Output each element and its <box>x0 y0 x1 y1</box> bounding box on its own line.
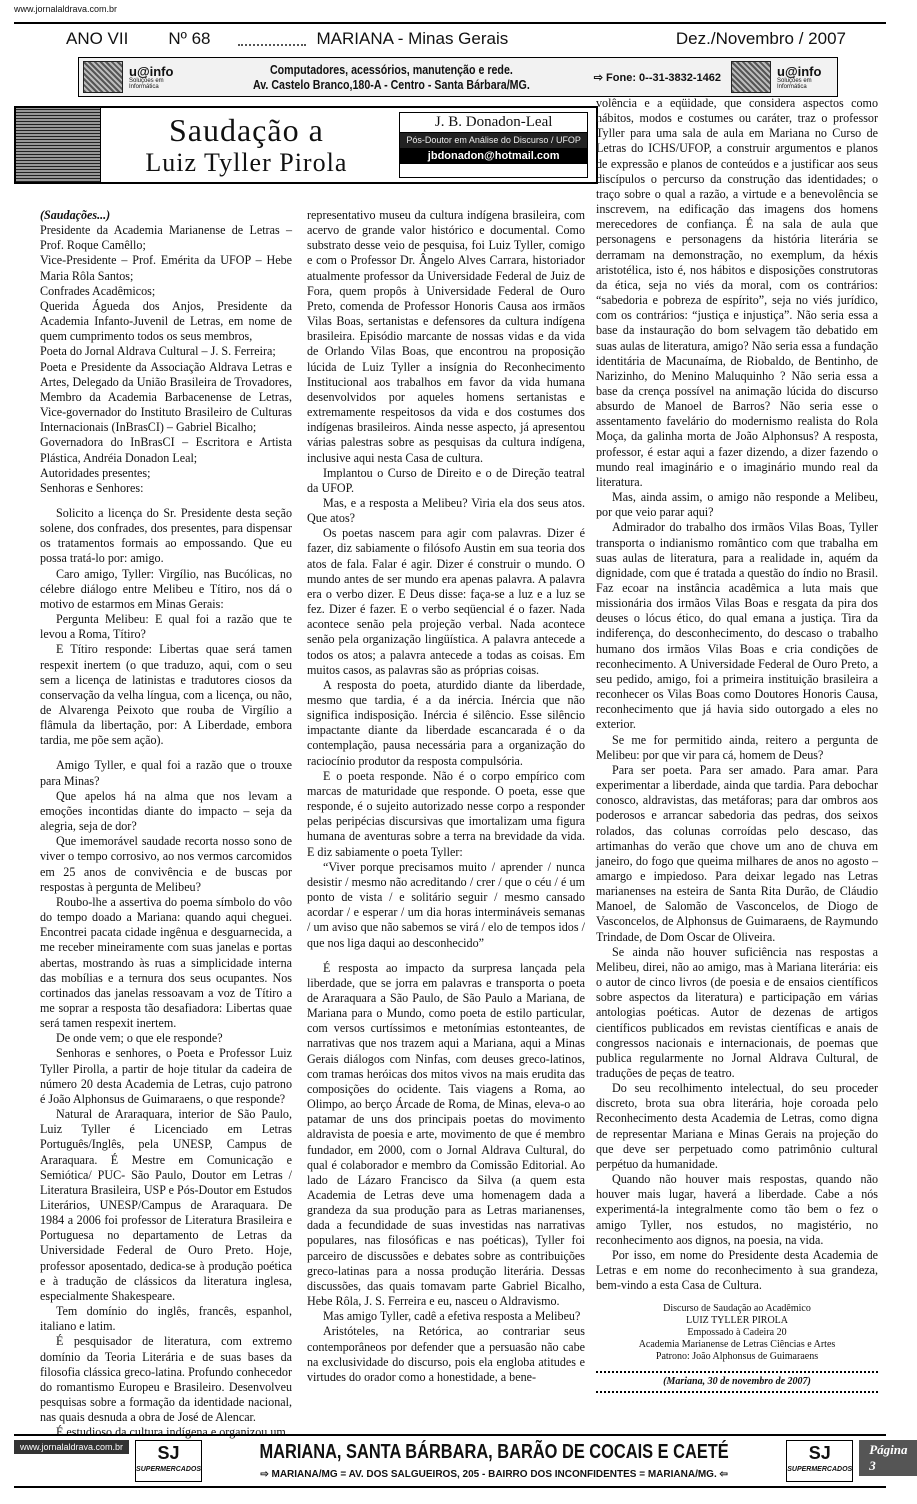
paragraph: Poeta do Jornal Aldrava Cultural – J. S. Ferreira; <box>40 344 276 359</box>
supermarket-logo: SJ SUPERMERCADOS <box>786 1440 853 1482</box>
paragraph: Pergunta Melibeu: E qual foi a razão que te levou a Roma, Títiro? <box>40 612 292 642</box>
article-title: Saudação a Luiz Tyller Pirola <box>145 112 348 177</box>
paragraph: Se ainda não houver suficiência nas respostas a Melibeu, direi, não ao amigo, mas à Mariana literária: eis o autor de cinco livros (de poesia e de ensaios científicos sobre aspectos da literatura) e participação em várias antologias poéticas. Autor de dezenas de artigos científicos publicados em revistas científicas e anais de congressos nacionais e internacionais, de poemas que publica regularmente no Jornal Aldrava Cultural, de traduções de peças de teatro. <box>596 944 878 1080</box>
article-column-1 <box>40 208 292 1440</box>
author-email: jbdonadon@hotmail.com <box>400 148 587 164</box>
paragraph: Que apelos há na alma que nos levam a emoções incontidas diante do impacto – seja da alegria, seja de dor? <box>40 788 292 834</box>
poem-quote: “Viver porque precisamos muito / aprender / nunca desistir / mesmo não acreditando / crer / que o céu / é um ponto de vista / e solitário seguir / mesmo cansado acordar / e esperar / um dia horas intermináveis semanas / um aviso que não sabemos se virá / elo de tempos idos / que nos liga daqui ao desconhecido” <box>307 859 585 950</box>
paragraph: Presidente da Academia Marianense de Letras – Prof. Roque Camêllo; <box>40 223 292 253</box>
issue-date: Dez./Novembro / 2007 <box>675 29 846 48</box>
paragraph: Governadora do InBrasCI – Escritora e Artista Plástica, Andréia Donadon Leal; <box>40 435 292 465</box>
computer-icon <box>83 61 123 93</box>
article-column-3 <box>596 96 878 1426</box>
paragraph: Aristóteles, na Retórica, ao contrariar seus contemporâneos por defender que a persuasão não cabe na exclusividade do discurso, pois ela engloba atitudes e virtudes do orador como a honestidade, a bene- <box>307 1324 585 1384</box>
ad-text: Computadores, acessórios, manutenção e rede. Av. Castelo Branco,180-A - Centro - Santa Bárbara/MG. <box>252 62 530 92</box>
paragraph: Para ser poeta. Para ser amado. Para amar. Para experimentar a liberdade, ainda que tardia. Para debochar conosco, aldravistas, das metáforas; para dar ombros aos poderosos e arrancar sabedoria das pedras, dos seixos rolados, das colunas corroídas pelo descaso, das artimanhas do verão que chove um ano de chuva em janeiro, do fogo que queima milhares de anos no agosto – amargo e impiedoso. Para deixar legado nas Letras marianenses na esteira de Santa Rita Durão, de Cláudio Manoel, de Salomão de Vasconcelos, de Diogo de Vasconcelos, de Alphonsus de Guimaraens, de Raymundo Trindade, de Dom Oscar de Oliveira. <box>596 762 878 944</box>
paragraph: Tem domínio do inglês, francês, espanhol, italiano e latim. <box>40 1304 292 1334</box>
article-column-2 <box>307 208 585 1416</box>
paragraph: Autoridades presentes; <box>40 465 151 480</box>
paragraph: Mas amigo Tyller, cadê a efetiva resposta a Melibeu? <box>323 1309 581 1324</box>
ad-logo: u@info Soluções em Informática <box>777 63 822 90</box>
author-box <box>399 112 588 178</box>
ad-logo: u@info Soluções em Informática <box>129 63 174 90</box>
footer-ad-text: MARIANA, SANTA BÁRBARA, BARÃO DE COCAIS E CAETÉ ⇨ MARIANA/MG = AV. DOS SALGUEIROS, 205 - BAIRRO DOS INCONFIDENTES = MARIANA/MG. ⇦ <box>259 1440 729 1480</box>
speech-date: (Mariana, 30 de novembro de 2007) <box>596 1371 878 1392</box>
paragraph: Natural de Araraquara, interior de São Paulo, Luiz Tyller é Licenciado em Letras Português/Inglês, pela UNESP, Campus de Araraquara. É Mestre em Comunicação e Semiótica/ PUC- São Paulo, Doutor em Letras / Literatura Brasileira, USP e Pós-Doutor em Estudos Literários, UNESP/Campus de Araraquara. De 1984 a 2006 foi professor de Literatura Brasileira e Portuguesa no departamento de Letras da Universidade Federal de Ouro Preto. Hoje, professor aposentado, dedica-se à produção poética e à tradução de clássicos da literatura inglesa, especialmente Shakespeare. <box>40 1107 292 1303</box>
paragraph: Que imemorável saudade recorta nosso sono de viver o tempo corrosivo, ao nos vermos carcomidos em 25 anos de convivência e de buscas por respostas à pergunta de Melibeu? <box>40 834 292 894</box>
paragraph: Do seu recolhimento intelectual, do seu proceder discreto, brota sua obra literária, hoje coroada pelo Reconhecimento desta Academia de Letras, como digna de representar Mariana e Minas Gerais na projeção do que deve ser perpetuado como patrimônio cultural perpétuo da humanidade. <box>596 1081 878 1171</box>
paragraph: E Títiro responde: Libertas quae será tamen respexit inertem (o que traduzo, aqui, com o seu sem a licença de latinistas e tradutores ciosos da conservação da velha língua, com a licença, ou não, de Alvarenga Peixoto que rouba de Virgílio a flâmula da libertação, por: A Liberdade, embora tardia, me põe sem ação). <box>40 642 292 748</box>
masthead <box>14 22 886 54</box>
author-portrait <box>16 108 101 182</box>
speech-signature: Discurso de Saudação ao Acadêmico LUIZ TYLLER PIROLA Empossado à Cadeira 20 Academia Marianense de Letras Ciências e Artes Patrono: João Alphonsus de Guimaraens <box>638 1303 836 1363</box>
top-advertisement <box>78 57 838 97</box>
site-url: www.jornalaldrava.com.br <box>14 4 118 14</box>
paragraph: Admirador do trabalho dos irmãos Vilas Boas, Tyller transporta o indianismo romântico com que trabalha em suas aulas de literatura, para a realidade in, aquém da dignidade, com que é tratada a questão do índio no Brasil. Faz ecoar na instância acadêmica a luta mais que missionária dos irmãos Vilas Boas e resgata da pira dos deuses o lócus ético, do qual emana a justiça. Tira da indiferença, do desconhecimento, do descaso o trabalho humano dos irmãos Vilas Boas e cria condições de reconhecimento. A Universidade Federal de Ouro Preto, a seu pedido, amigo, foi a primeira instituição brasileira a reconhecer os Vilas Boas como Doutores Honoris Causa, reconhecimento que já havia sido outorgado a eles no exterior. <box>596 520 878 732</box>
paragraph: Confrades Acadêmicos; <box>40 283 156 298</box>
paragraph: Implantou o Curso de Direito e o de Direção teatral da UFOP. <box>307 465 585 495</box>
masthead-ornament <box>238 32 306 46</box>
paragraph: É estudioso da cultura indígena e organizou um <box>56 1425 286 1440</box>
paragraph: Senhoras e senhores, o Poeta e Professor Luiz Tyller Pirolla, a partir de hoje titular da cadeira de número 20 desta Academia de Letras, cujo patrono é João Alphonsus de Guimaraens, o que responde? <box>40 1046 292 1106</box>
paragraph: É pesquisador de literatura, com extremo domínio da Teoria Literária e de suas bases da filosofia clássica greco-latina. Profundo conhecedor do romantismo Europeu e Brasileiro. Desenvolveu pesquisas sobre a formação da identidade nacional, nas quais desnuda a obra de José de Alencar. <box>40 1334 292 1425</box>
supermarket-logo: SJ SUPERMERCADOS <box>135 1440 202 1482</box>
paragraph: Por isso, em nome do Presidente desta Academia de Letras e em nome do reconhecimento à sua grandeza, bem-vindo a esta Casa de Cultura. <box>596 1247 878 1293</box>
paragraph: Mas, e a resposta a Melibeu? Viria ela dos seus atos. Que atos? <box>307 495 585 526</box>
paragraph: A resposta do poeta, aturdido diante da liberdade, mesmo que tardia, é a da inércia. Inércia que não significa indisposição. Inércia é silêncio. Esse silêncio impactante diante da liberdade escancarada é o da contemplação, pausa necessária para a organização do raciocínio produtor da resposta compulsória. <box>307 677 585 768</box>
paragraph: Poeta e Presidente da Associação Aldrava Letras e Artes, Delegado da União Brasileira de Trovadores, Membro da Academia Barbacenense de Letras, Vice-governador do Instituto Brasileiro de Culturas Internacionais (InBrasCI) – Gabriel Bicalho; <box>40 359 292 435</box>
paragraph: volência e a eqüidade, que considera aspectos como hábitos, modos e costumes ou caráter, traz o professor Tyller para uma sala de aula em Mariana no Curso de Letras do ICHS/UFOP, a construir argumentos e planos de expressão e planos de conteúdos e a justificar aos seus discípulos o percurso da construção das identidades; o traço sobre o qual a razão, a virtude e a benevolência se inscrevem, na edificação das imagens dos homens merecedores de confiança. É na sala de aula que personagens e personagens da história literária se derramam na demonstração, no exemplum, da héxis aristotélica, isto é, nos hábitos e disposições construtoras da ética, seja no viés da moral, com os contrários: “sabedoria e pobreza de espírito”, seja no viés jurídico, com os contrários: “justiça e injustiça”. Não seria essa a base da instauração do bom selvagem tão debatido em suas aulas de literatura, amigo? Não seria essa a fundação identitária de Macunaíma, de Riobaldo, de Bentinho, de Narizinho, do Menino Maluquinho ? Não seria essa a base da crença possível na animação lúcida do discurso absurdo de Manoel de Barros? Não seria esse o assentamento favelário do modernismo realista do Rola Moça, da galinha morta de João Alphonsus? A resposta, professor, é estar aqui a fazer dizendo, a dizer fazendo o mundo real imaginário e o imaginário mundo real da literatura. <box>596 96 878 489</box>
paragraph: Querida Águeda dos Anjos, Presidente da Academia Infanto-Juvenil de Letras, em nome de quem cumprimento todos os seus membros, <box>40 298 292 344</box>
paragraph: Os poetas nascem para agir com palavras. Dizer é fazer, diz sabiamente o filósofo Austin em sua teoria dos atos de fala. Falar é agir. Dizer é construir o mundo. O mundo antes de ser mundo era apenas palavra. A palavra era o verbo dizer. E Deus disse: faça-se a luz e a luz se fez. Dizer é fazer. E o verbo seqüencial é o fazer. Nada acontece senão pela projeção verbal. Nada acontece senão pela organização lingüística. A palavra antecede a todos os atos; a palavra antecede a todas as coisas. Em muitos casos, as palavras são as próprias coisas. <box>307 526 585 677</box>
paragraph: Vice-Presidente – Prof. Emérita da UFOP – Hebe Maria Rôla Santos; <box>40 253 292 283</box>
paragraph: De onde vem; o que ele responde? <box>56 1031 223 1046</box>
paragraph: Solicito a licença do Sr. Presidente desta seção solene, dos confrades, dos presentes, para dispensar os tratamentos formais ao empossando. Que eu possa tratá-lo por: amigo. <box>40 505 292 566</box>
paragraph: Se me for permitido ainda, reitero a pergunta de Melibeu: por que vir para cá, homem de Deus? <box>596 732 878 762</box>
paragraph: Caro amigo, Tyller: Virgílio, nas Bucólicas, no célebre diálogo entre Melibeu e Títiro, nos dá o motivo de estarmos em Minas Gerais: <box>40 566 292 611</box>
paragraph: Roubo-lhe a assertiva do poema símbolo do vôo do tempo doado a Mariana: quando aqui cheguei. Encontrei pacata cidade ingênua e desguarnecida, a me receber mineiramente com suas janelas e portas abertas, mostrando às ruas a simplicidade interna das mobílias e a ternura dos seus ocupantes. Nos cortinados das janelas ressoavam a voz de Títiro a me soprar a resposta tão desafiadora: Libertas quae será tamen respexit inertem. <box>40 894 292 1031</box>
ad-phone: ⇨ Fone: 0--31-3832-1462 <box>593 71 721 84</box>
issue-number: Nº 68 <box>168 29 211 48</box>
paragraph: Amigo Tyller, e qual foi a razão que o trouxe para Minas? <box>40 758 292 788</box>
author-credentials: Pós-Doutor em Análise do Discurso / UFOP <box>400 133 587 148</box>
paragraph: Mas, ainda assim, o amigo não responde a Melibeu, por que veio parar aqui? <box>596 490 878 520</box>
issue-year: ANO VII <box>66 29 129 48</box>
footer-advertisement <box>14 1434 908 1488</box>
paragraph: E o poeta responde. Não é o corpo empírico com marcas de maturidade que responde. O poeta, esse que responde, é o sujeito autorizado nesse corpo a responder pelas peripécias discursivas que imortalizam uma figura humana de aventuras sobre a terra na brevidade da vida. E diz sabiamente o poeta Tyller: <box>307 768 585 859</box>
paragraph: Quando não houver mais respostas, quando não houver mais lugar, haverá a liberdade. Cabe a nós experimentá-la integralmente como tão bem o fez o amigo Tyller, nos estudos, no magistério, no reconhecimento aos dignos, na poesia, na vida. <box>596 1172 878 1247</box>
author-name: J. B. Donadon-Leal <box>400 113 587 133</box>
computer-icon <box>731 61 771 93</box>
footer-url: www.jornalaldrava.com.br <box>14 1440 129 1454</box>
issue-city: MARIANA - Minas Gerais <box>316 29 509 48</box>
page-number: Página 3 <box>859 1440 917 1476</box>
paragraph: É resposta ao impacto da surpresa lançada pela liberdade, que se jorra em palavras e transporta o poeta de Araraquara a São Paulo, de São Paulo a Mariana, de Mariana para o Mundo, como poeta de estilo particular, com versos curtíssimos e metonímias estonteantes, de narrativas que nos trazem aqui a Mariana, aqui a Minas Gerais diálogos com Ninfas, com deuses greco-latinos, com tramas heróicas dos mitos vivos na mais erudita das composições do ocidente. Tais viagens a Roma, ao Olimpo, ao berço Árcade de Roma, de Minas, eleva-o ao patamar de uns dos principais poetas do movimento aldravista de poesia e arte, movimento de que é membro fundador, em 2000, com o Jornal Aldrava Cultural, do qual é colaborador e membro da Comissão Editorial. Ao lado de Lázaro Francisco da Silva (a quem esta Academia de Letras deve uma homenagem dada a grandeza da sua produção para as Letras marianenses, dada a fecundidade de suas investidas nas narrativas populares, nas filosóficas e nas poéticas), Tyller foi parceiro de discussões e debates sobre as contribuições greco-latinas para a nossa produção literária. Dessas discussões, das quais tomavam parte Gabriel Bicalho, Hebe Rôla, J. S. Ferreira e eu, nasceu o Aldravismo. <box>307 960 585 1309</box>
paragraph: representativo museu da cultura indígena brasileira, com acervo de grande valor histórico e documental. Como substrato desse veio de pesquisa, foi Luiz Tyller, comigo e com o Professor Dr. Ângelo Alves Carrara, historiador atualmente professor da Universidade Federal de Juiz de Fora, quem propôs à Universidade Federal de Ouro Preto, comenda de Professor Honoris Causa aos irmãos Vilas Boas, sertanistas e defensores da cultura indígena brasileira. Episódio marcante de nossas vidas e da vida de Orlando Vilas Boas, que encontrou na proposição lúcida de Luiz Tyller a insígnia do Reconhecimento Institucional aos trabalhos em favor da vida humana desenvolvidos por aqueles homens sertanistas e extremamente respeitosos da vida e dos costumes dos indígenas brasileiros. Ainda nesse aspecto, já apresentou várias palestras sobre as pesquisas da cultura indígena, inclusive aqui nesta Casa de cultura. <box>307 208 585 465</box>
paragraph: Senhoras e Senhores: <box>40 480 144 495</box>
paragraph: (Saudações...) <box>40 208 111 222</box>
article-title-box <box>14 106 598 184</box>
